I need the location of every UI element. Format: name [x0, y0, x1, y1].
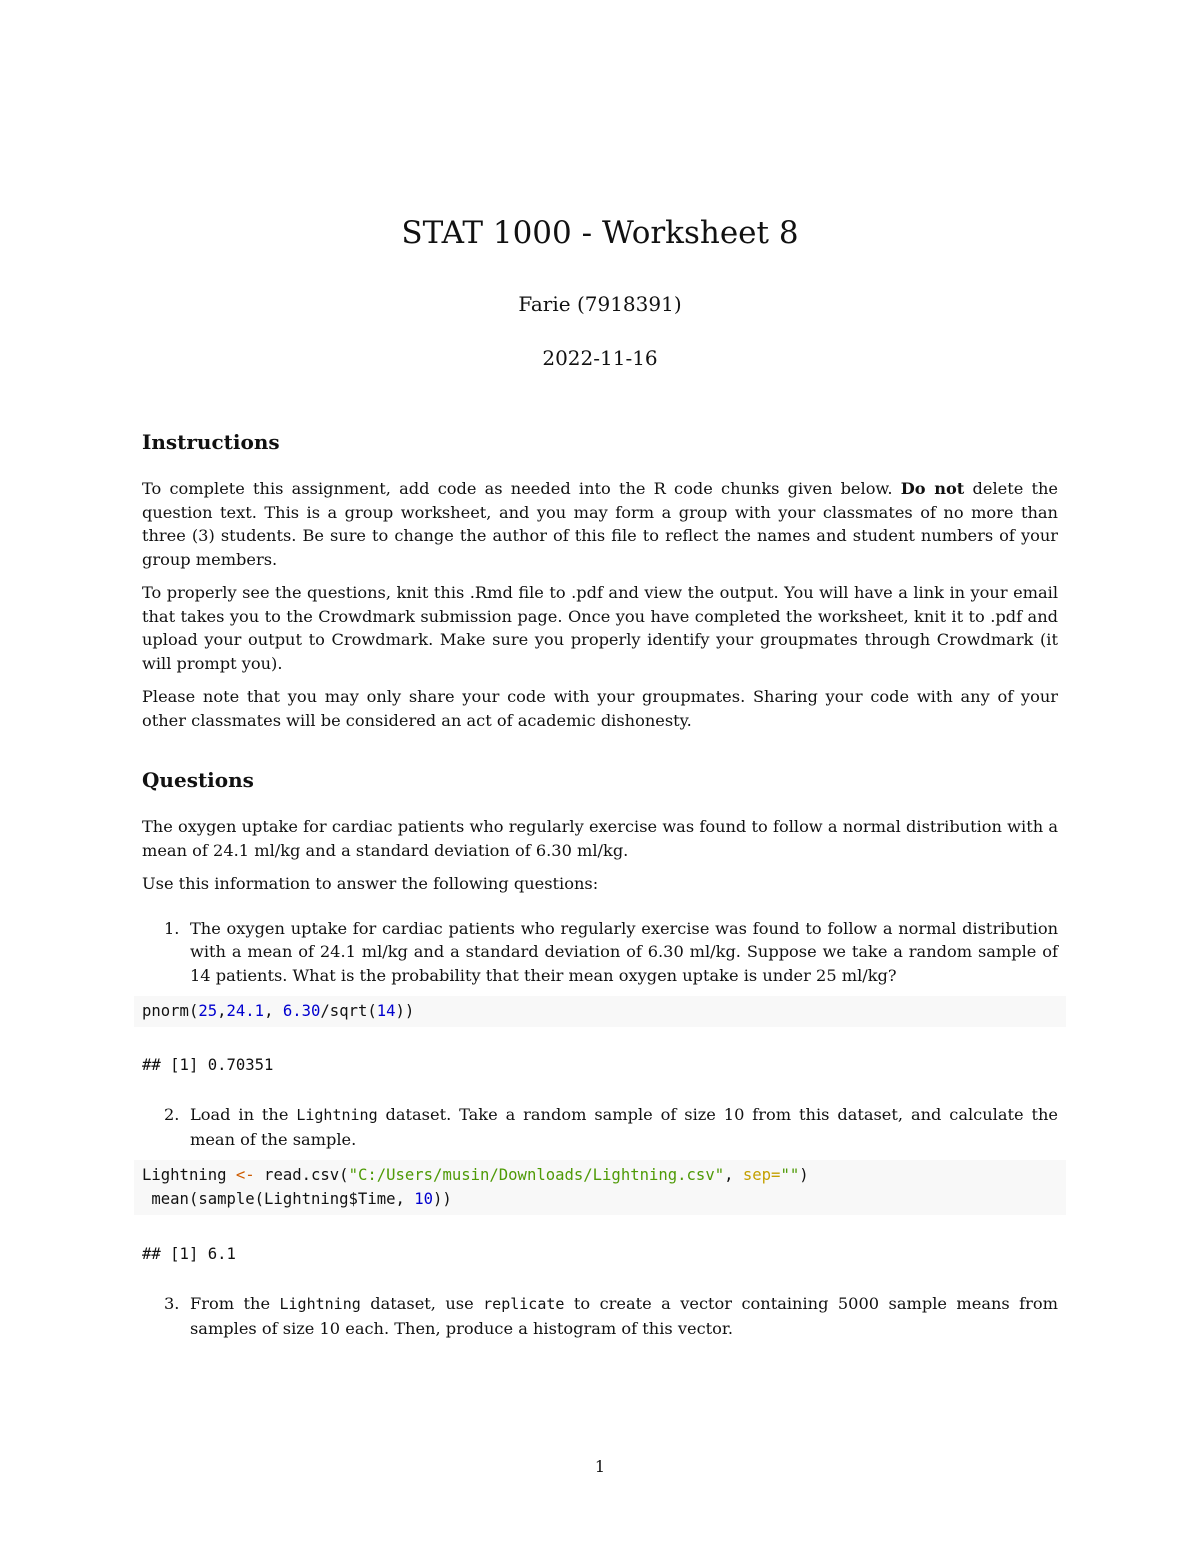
code-token: mean(sample(Lightning$Time,: [142, 1190, 415, 1208]
code-token: )): [433, 1190, 452, 1208]
code-operator: <-: [235, 1166, 255, 1184]
code-output-1: ## [1] 0.70351: [142, 1056, 274, 1074]
code-token: )): [395, 1002, 415, 1020]
questions-intro-2: Use this information to answer the following questions:: [142, 874, 599, 893]
code-token: /sqrt(: [320, 1002, 377, 1020]
code-token: ): [799, 1166, 809, 1184]
question-text: The oxygen uptake for cardiac patients who regularly exercise was found to follow a normal distribution with a mean of 24.1 ml/kg and a standard deviation of 6.30 ml/kg. Suppose we take a random sample of 14 patients. What is the probability that their mean oxygen uptake is under 25 ml/kg?: [190, 918, 1058, 985]
code-token: read.csv(: [254, 1166, 349, 1184]
instructions-heading: Instructions: [142, 430, 280, 454]
question-number: 3.: [164, 1294, 180, 1313]
questions-heading: Questions: [142, 768, 254, 792]
instructions-text: delete the question text. This is a group worksheet, and you may form a group with your classmates of no more than three (3) students. Be sure to change the author of this file to reflect the names and student numbers of your group members.: [142, 479, 1058, 569]
code-output-2: ## [1] 6.1: [142, 1245, 236, 1263]
code-token: Lightning: [142, 1166, 236, 1184]
instructions-emphasis: Do not: [900, 479, 965, 498]
instructions-paragraph-1: [142, 477, 1058, 571]
inline-code: Lightning: [296, 1106, 378, 1124]
question-text: to create a vector containing 5000 sample means from samples of size 10 each. Then, produce a histogram of this vector.: [190, 1294, 1058, 1338]
question-text: dataset. Take a random sample of size 10 from this dataset, and calculate the mean of the sample.: [190, 1105, 1058, 1149]
question-text: From the: [190, 1294, 280, 1313]
code-string: "": [780, 1166, 800, 1184]
document-date: 2022-11-16: [542, 346, 658, 370]
code-number: 24.1: [226, 1002, 265, 1020]
document-author: Farie (7918391): [518, 292, 682, 316]
inline-code: Lightning: [279, 1295, 361, 1313]
document-title: STAT 1000 - Worksheet 8: [401, 215, 799, 251]
code-token: ,: [217, 1002, 227, 1020]
inline-code: replicate: [483, 1295, 565, 1313]
code-string: "C:/Users/musin/Downloads/Lightning.csv": [348, 1166, 725, 1184]
instructions-text: To complete this assignment, add code as needed into the R code chunks given below.: [142, 479, 901, 498]
question-list: [142, 1292, 1058, 1340]
code-chunk-2: [134, 1160, 1066, 1215]
question-text: dataset, use: [360, 1294, 484, 1313]
document-body: [142, 428, 1058, 1340]
code-token: ,: [724, 1166, 743, 1184]
code-token: ,: [264, 1002, 283, 1020]
code-number: 14: [376, 1002, 396, 1020]
question-number: 2.: [164, 1105, 180, 1124]
code-chunk-1: [134, 996, 1066, 1027]
code-argument: sep=: [742, 1166, 781, 1184]
question-list: [142, 1103, 1058, 1151]
question-1: [142, 917, 1058, 988]
code-token: pnorm(: [142, 1002, 199, 1020]
instructions-paragraph-2: To properly see the questions, knit this .Rmd file to .pdf and view the output. You will have a link in your email that takes you to the Crowdmark submission page. Once you have completed the worksheet, knit it to .pdf and upload your output to Crowdmark. Make sure you properly identify your groupmates through Crowdmark (it will prompt you).: [142, 583, 1058, 673]
question-text: Load in the: [190, 1105, 297, 1124]
question-3: [142, 1292, 1058, 1340]
page-number: 1: [594, 1457, 606, 1476]
code-number: 6.30: [282, 1002, 321, 1020]
code-number: 25: [198, 1002, 218, 1020]
question-list: [142, 917, 1058, 988]
questions-intro-1: The oxygen uptake for cardiac patients who regularly exercise was found to follow a normal distribution with a mean of 24.1 ml/kg and a standard deviation of 6.30 ml/kg.: [142, 817, 1058, 860]
instructions-paragraph-3: Please note that you may only share your code with your groupmates. Sharing your code with any of your other classmates will be considered an act of academic dishonesty.: [142, 687, 1058, 730]
question-number: 1.: [164, 918, 180, 938]
question-2: [142, 1103, 1058, 1151]
code-number: 10: [414, 1190, 434, 1208]
